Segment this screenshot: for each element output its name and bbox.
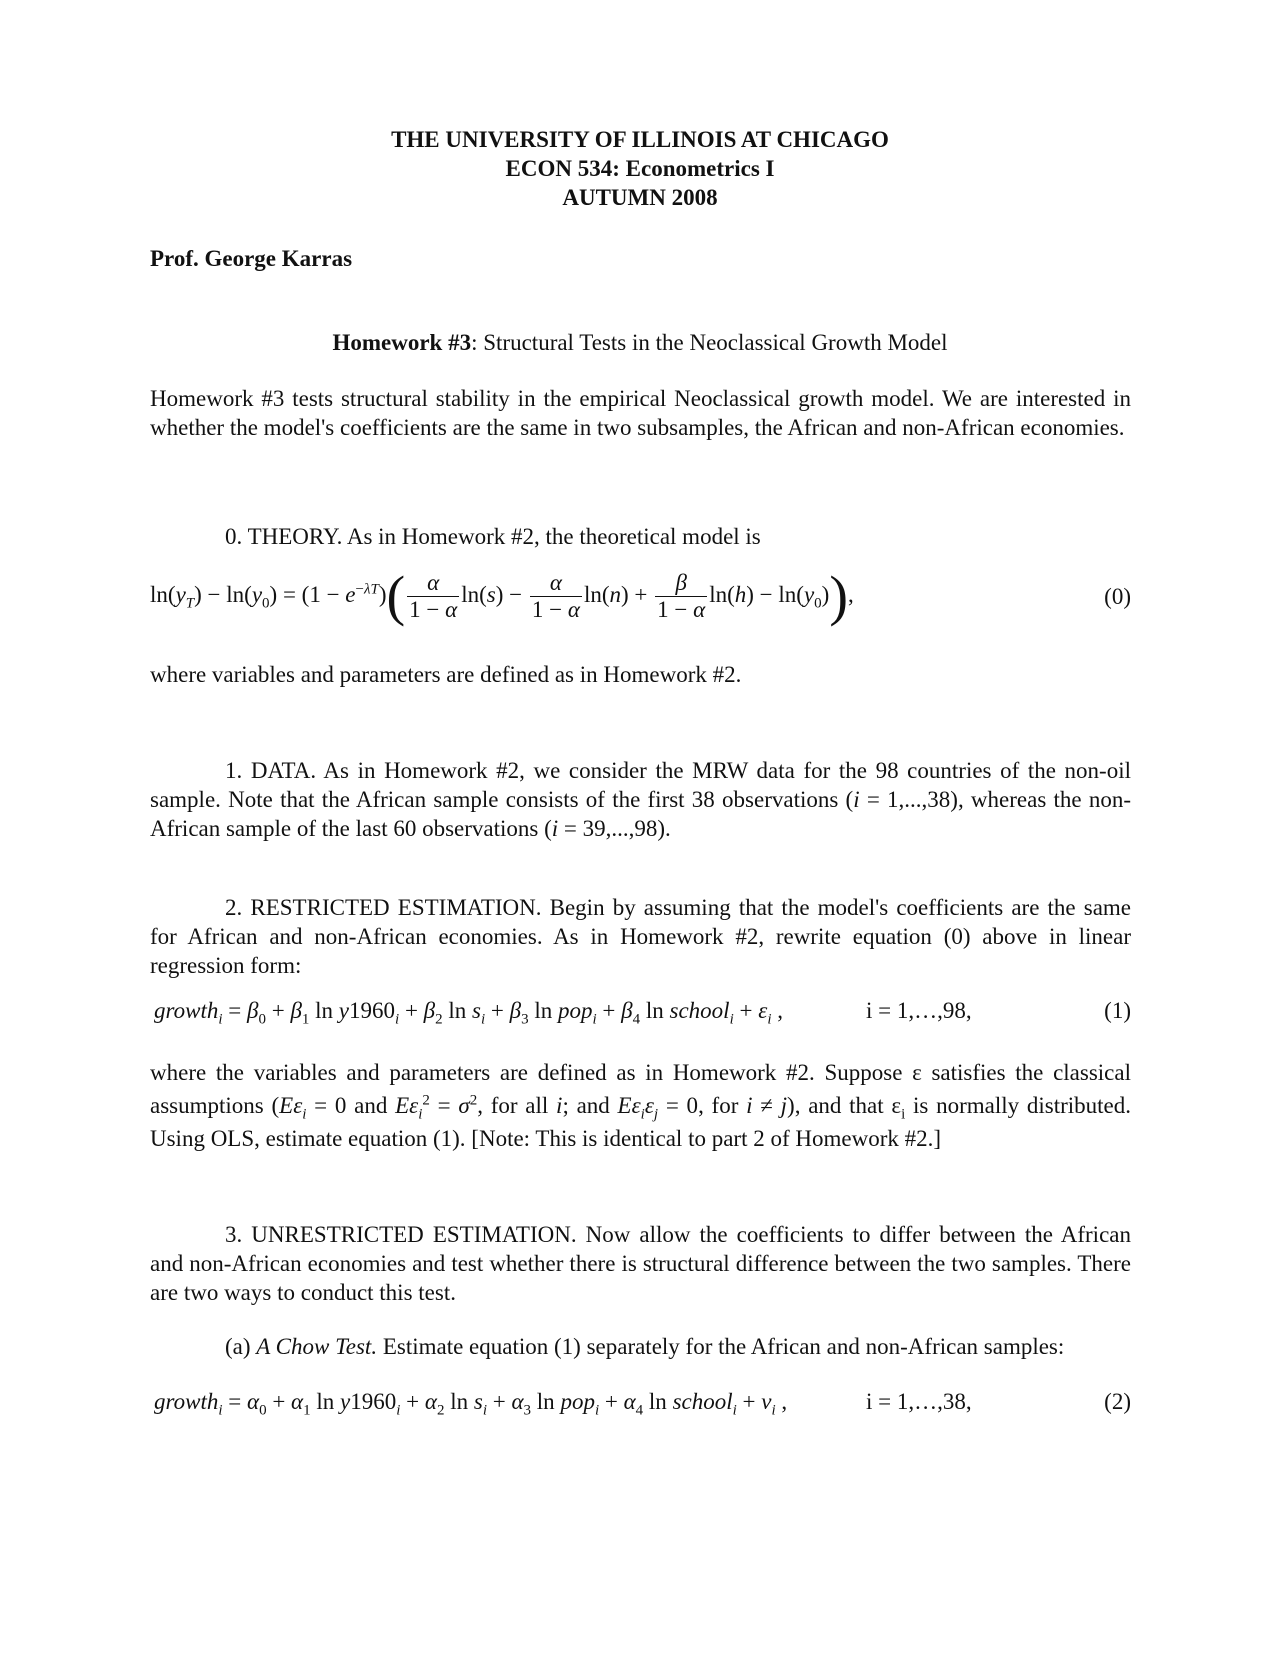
homework-label: Homework #3 <box>332 330 472 355</box>
assump-text-5: ), and that ε <box>787 1093 902 1118</box>
chow-text: Estimate equation (1) separately for the African and non-African samples: <box>377 1334 1065 1359</box>
equation-2-number: (2) <box>1104 1389 1131 1414</box>
data-text-2: = 1,...,38), whereas the non-African sample of the last 60 observations ( <box>150 787 1132 841</box>
theory-heading: 0. THEORY. As in Homework #2, the theoretical model is <box>225 524 761 549</box>
equation-0 <box>150 565 1131 630</box>
assumptions-paragraph: where the variables and parameters are defined as in Homework #2. Suppose ε satisfies the classical assumptions ($E\varepsilon_i = 0$ and $E\varepsilon_i^2 = \sigma^2$, for all i; and $E\varepsilon_i\varepsilon_j = 0$, for i ≠ j), and that $\varepsilon_i$ is normally distributed. Using OLS, estimate equation (1). [Note: This is identical to part 2 of Homework #2.] <box>150 1060 1131 1151</box>
professor-name: Prof. George Karras <box>150 246 353 271</box>
equation-1 <box>150 996 1131 1028</box>
data-text-3: = 39,...,98). <box>558 816 671 841</box>
assump-text-1: where the variables and parameters are defined as in Homework #2. Suppose ε satisfies the classical assumptions ( <box>150 1060 1131 1118</box>
term: AUTUMN 2008 <box>562 185 718 210</box>
course-title: ECON 534: Econometrics I <box>505 156 775 181</box>
unrestricted-paragraph: 3. UNRESTRICTED ESTIMATION. Now allow the coefficients to differ between the African and non-African economies and test whether there is structural difference between the two samples. There are two ways to conduct this test. <box>150 1222 1131 1305</box>
equation-1-range: i = 1,…,98, <box>866 998 972 1023</box>
equation-2-body: growth$_i$ = $\alpha_0 + \alpha_1$ $\ln y1960_i + \alpha_2$ $\ln s_i + \alpha_3$ $\ln pop_i + \alpha_4$ ln school$_i$ + $v_i$ , <box>154 1389 788 1419</box>
assump-text-3: ; and <box>562 1093 618 1118</box>
restricted-paragraph: 2. RESTRICTED ESTIMATION. Begin by assuming that the model's coefficients are the same for African and non-African economies. As in Homework #2, rewrite equation (0) above in linear regression form: <box>150 895 1131 978</box>
data-text-1: 1. DATA. As in Homework #2, we consider the MRW data for the 98 countries of the non-oil sample. Note that the African sample consists of the first 38 observations ( <box>150 758 1131 812</box>
equation-2 <box>150 1387 1131 1419</box>
data-paragraph <box>150 756 1131 843</box>
theory-after: where variables and parameters are defined as in Homework #2. <box>150 662 742 687</box>
chow-prefix: (a) <box>225 1334 257 1359</box>
chow-paragraph <box>150 1332 1131 1361</box>
equation-0-body: $\ln(y_T) - \ln(y_0) = (1 - e^{-\lambda T})$( $\frac{\alpha}{1 - \alpha}$ ln(s) − $\frac{\alpha}{1 - \alpha}$ ln(n) + $\frac{\beta}{1 - \alpha}$ $\ln(h) - \ln(y_0)$), <box>150 565 854 628</box>
chow-title: A Chow Test. <box>256 1334 378 1359</box>
data-index-1: i <box>853 787 860 812</box>
equation-2-range: i = 1,…,38, <box>866 1389 972 1414</box>
homework-subtitle: : Structural Tests in the Neoclassical Growth Model <box>471 330 948 355</box>
document-header <box>0 125 1280 212</box>
assump-text-2: , for all <box>477 1093 557 1118</box>
assump-text-6: is normally distributed. Using OLS, estimate equation (1). [Note: This is identical to part 2 of Homework #2.] <box>150 1093 1131 1151</box>
data-index-2: i <box>551 816 559 841</box>
equation-1-number: (1) <box>1104 998 1131 1023</box>
university-name: THE UNIVERSITY OF ILLINOIS AT CHICAGO <box>391 127 889 152</box>
intro-paragraph: Homework #3 tests structural stability in the empirical Neoclassical growth model. We are interested in whether the model's coefficients are the same in two subsamples, the African and non-African economies. <box>150 386 1131 440</box>
homework-title <box>0 328 1280 357</box>
equation-1-body: growth$_i$ = $\beta_0 + \beta_1$ $\ln y1960_i + \beta_2$ $\ln s_i + \beta_3$ $\ln pop_i + \beta_4$ ln school$_i$ + $\varepsilon_i$ , <box>154 998 783 1028</box>
equation-0-number: (0) <box>1104 584 1131 609</box>
assump-text-4: , for <box>698 1093 747 1118</box>
